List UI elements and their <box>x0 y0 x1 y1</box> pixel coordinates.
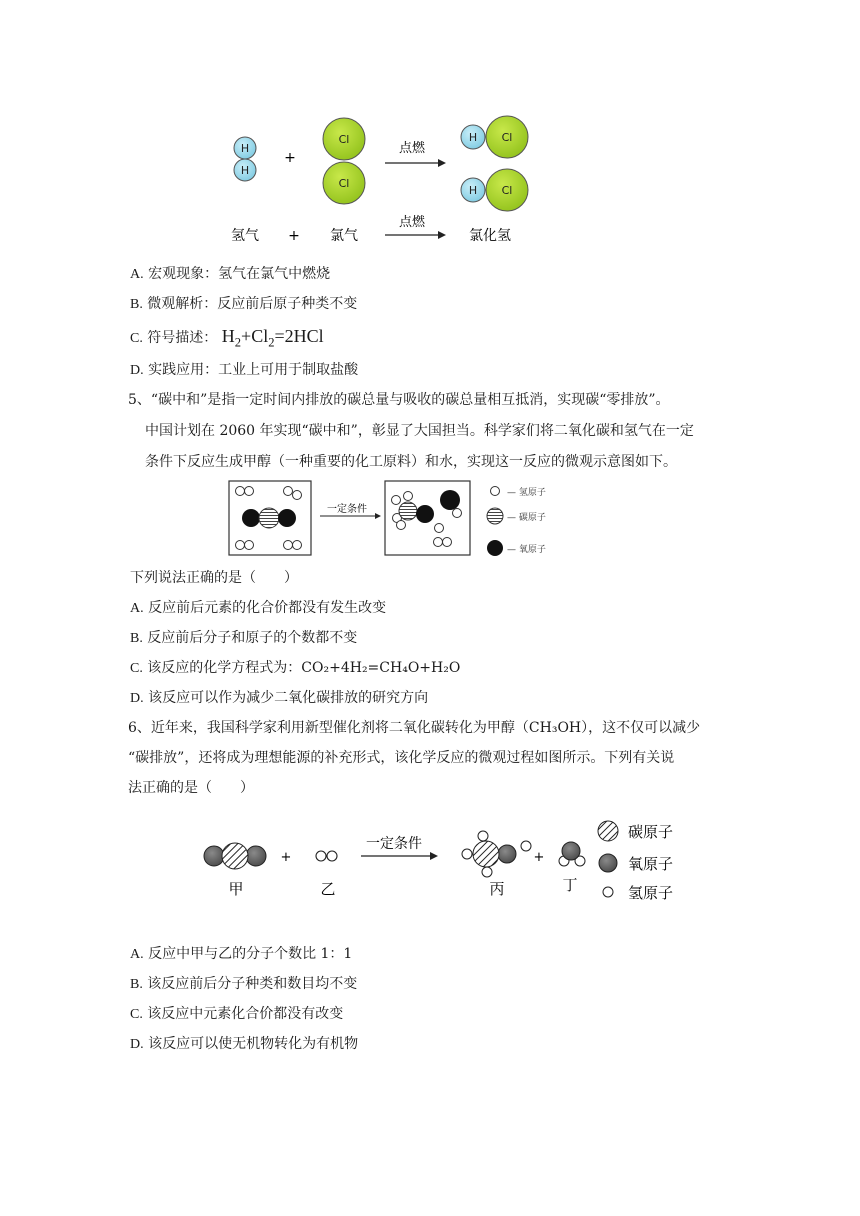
q6-option-c[interactable]: C. 该反应中元素化合价都没有改变 <box>130 1006 344 1022</box>
q4-option-d[interactable]: D. 实践应用：工业上可用于制取盐酸 <box>130 362 359 378</box>
h2-molecule <box>316 851 337 861</box>
legend-oxygen: — 氧原子 <box>507 545 546 555</box>
product-hcl-label: 氯化氢 <box>469 228 511 244</box>
label-jia: 甲 <box>228 880 244 898</box>
q5-question: 下列说法正确的是（ ） <box>130 570 298 586</box>
condition-label: 一定条件 <box>366 836 422 852</box>
svg-text:H: H <box>468 184 478 197</box>
q5-option-c[interactable]: C. 该反应的化学方程式为：CO₂+4H₂=CH₄O+H₂O <box>130 660 461 676</box>
h-atom-label: H <box>240 164 250 177</box>
hcl-molecule <box>461 169 528 211</box>
water-molecule <box>559 842 585 866</box>
legend-carbon: 碳原子 <box>628 823 674 841</box>
co2-to-methanol-figure <box>198 812 690 908</box>
hcl-reaction-figure <box>220 108 540 250</box>
cl-atom-label: Cl <box>338 177 350 190</box>
hcl-molecule <box>461 116 528 158</box>
cl-atom-label: Cl <box>338 133 350 146</box>
q6-stem-line-1: 6、近年来，我国科学家利用新型催化剂将二氧化碳转化为甲醇（CH₃OH），这不仅可以减少 <box>128 720 701 736</box>
methanol-synthesis-figure <box>225 478 570 560</box>
condition-label: 点燃 <box>398 141 426 156</box>
legend-hydrogen: 氢原子 <box>628 884 674 902</box>
label-yi: 乙 <box>320 880 336 898</box>
svg-text:Cl: Cl <box>501 184 513 197</box>
legend-carbon: — 碳原子 <box>507 513 546 523</box>
hcl-equation: $H_2+Cl_2=2HCl$ <box>221 326 324 350</box>
q5-option-a[interactable]: A. 反应前后元素的化合价都没有发生改变 <box>130 600 387 616</box>
cl2-molecule <box>323 118 365 204</box>
q6-option-a[interactable]: A. 反应中甲与乙的分子个数比 1：1 <box>130 946 353 962</box>
q4-option-a[interactable]: A. 宏观现象：氢气在氯气中燃烧 <box>130 266 331 282</box>
condition-label: 点燃 <box>398 215 426 230</box>
q5-stem-line-1: 5、“碳中和”是指一定时间内排放的碳总量与吸收的碳总量相互抵消，实现碳“零排放”。 <box>128 392 670 408</box>
label-ding: 丁 <box>562 876 578 894</box>
q4-option-c[interactable]: C. 符号描述： $H_2+Cl_2=2HCl$ <box>130 326 324 350</box>
q6-stem-line-2: “碳排放”，还将成为理想能源的补充形式，该化学反应的微观过程如图所示。下列有关说 <box>128 750 675 766</box>
co2-molecule <box>204 843 266 869</box>
q4-option-b[interactable]: B. 微观解析：反应前后原子种类不变 <box>130 296 358 312</box>
plus-sign: + <box>284 150 296 166</box>
svg-text:Cl: Cl <box>501 131 513 144</box>
q6-option-d[interactable]: D. 该反应可以使无机物转化为有机物 <box>130 1036 359 1052</box>
h-atom-label: H <box>240 142 250 155</box>
plus-sign: + <box>533 850 545 865</box>
q5-stem-line-2: 中国计划在 2060 年实现“碳中和”，彰显了大国担当。科学家们将二氧化碳和氢气在一定 <box>145 423 694 439</box>
reactant-cl2-label: 氯气 <box>330 228 358 244</box>
methanol-molecule <box>462 831 531 877</box>
svg-text:H: H <box>468 131 478 144</box>
q5-option-d[interactable]: D. 该反应可以作为减少二氧化碳排放的研究方向 <box>130 690 429 706</box>
label-bing: 丙 <box>489 880 505 898</box>
q5-stem-line-3: 条件下反应生成甲醇（一种重要的化工原料）和水，实现这一反应的微观示意图如下。 <box>145 454 677 470</box>
plus-sign: + <box>288 228 300 244</box>
h2-molecule <box>234 137 256 181</box>
plus-sign: + <box>280 850 292 865</box>
condition-label: 一定条件 <box>327 504 367 515</box>
legend-oxygen: 氧原子 <box>628 855 674 873</box>
q5-option-b[interactable]: B. 反应前后分子和原子的个数都不变 <box>130 630 358 646</box>
q6-option-b[interactable]: B. 该反应前后分子种类和数目均不变 <box>130 976 358 992</box>
legend-hydrogen: — 氢原子 <box>507 488 546 498</box>
q6-stem-line-3: 法正确的是（ ） <box>128 780 254 796</box>
reactant-h2-label: 氢气 <box>231 228 259 244</box>
